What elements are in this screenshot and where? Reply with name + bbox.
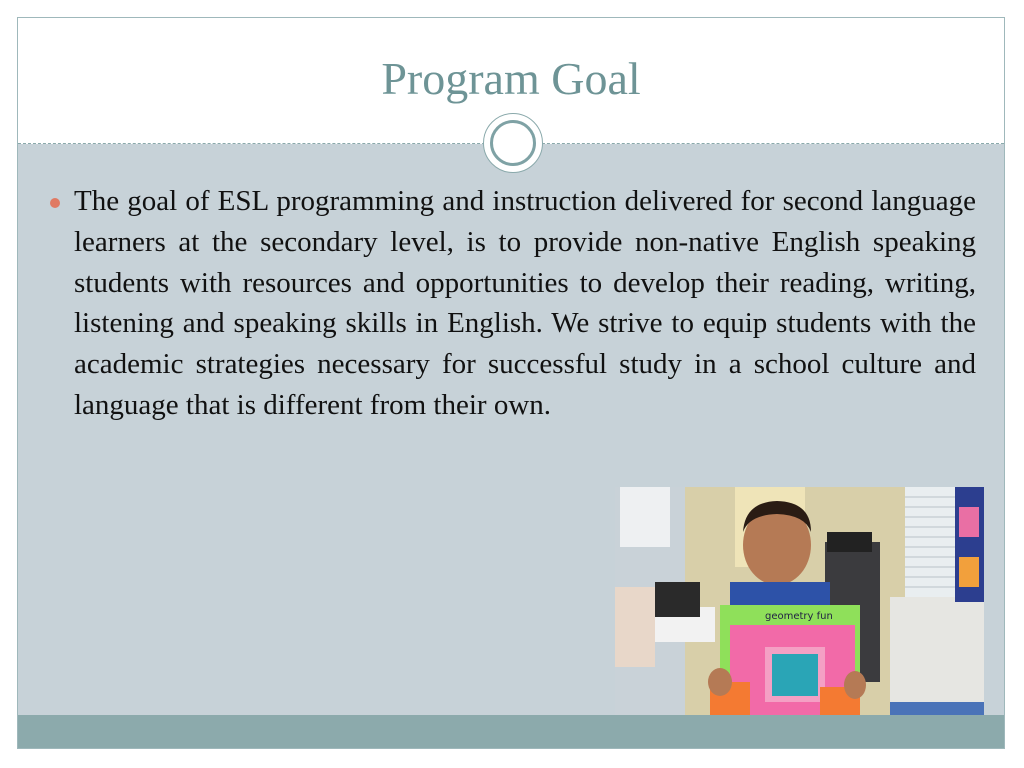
slide-frame [17, 17, 1005, 749]
title-divider-ring-inner [490, 120, 536, 166]
bullet-dot-icon [50, 198, 60, 208]
footer-band [18, 715, 1004, 748]
bullet-text: The goal of ESL programming and instruction delivered for second language learners at the secondary level, is to provide non-native English speaking students with resources and opportunities to develop their reading, writing, listening and speaking skills in English. We strive to equip students with the academic strategies necessary for successful study in a school culture and language that is different from their own. [74, 185, 976, 421]
student-photo [615, 487, 984, 727]
slide-title: Program Goal [381, 53, 641, 104]
poster-caption: geometry fun [765, 611, 833, 622]
title-divider-ring [483, 113, 543, 173]
